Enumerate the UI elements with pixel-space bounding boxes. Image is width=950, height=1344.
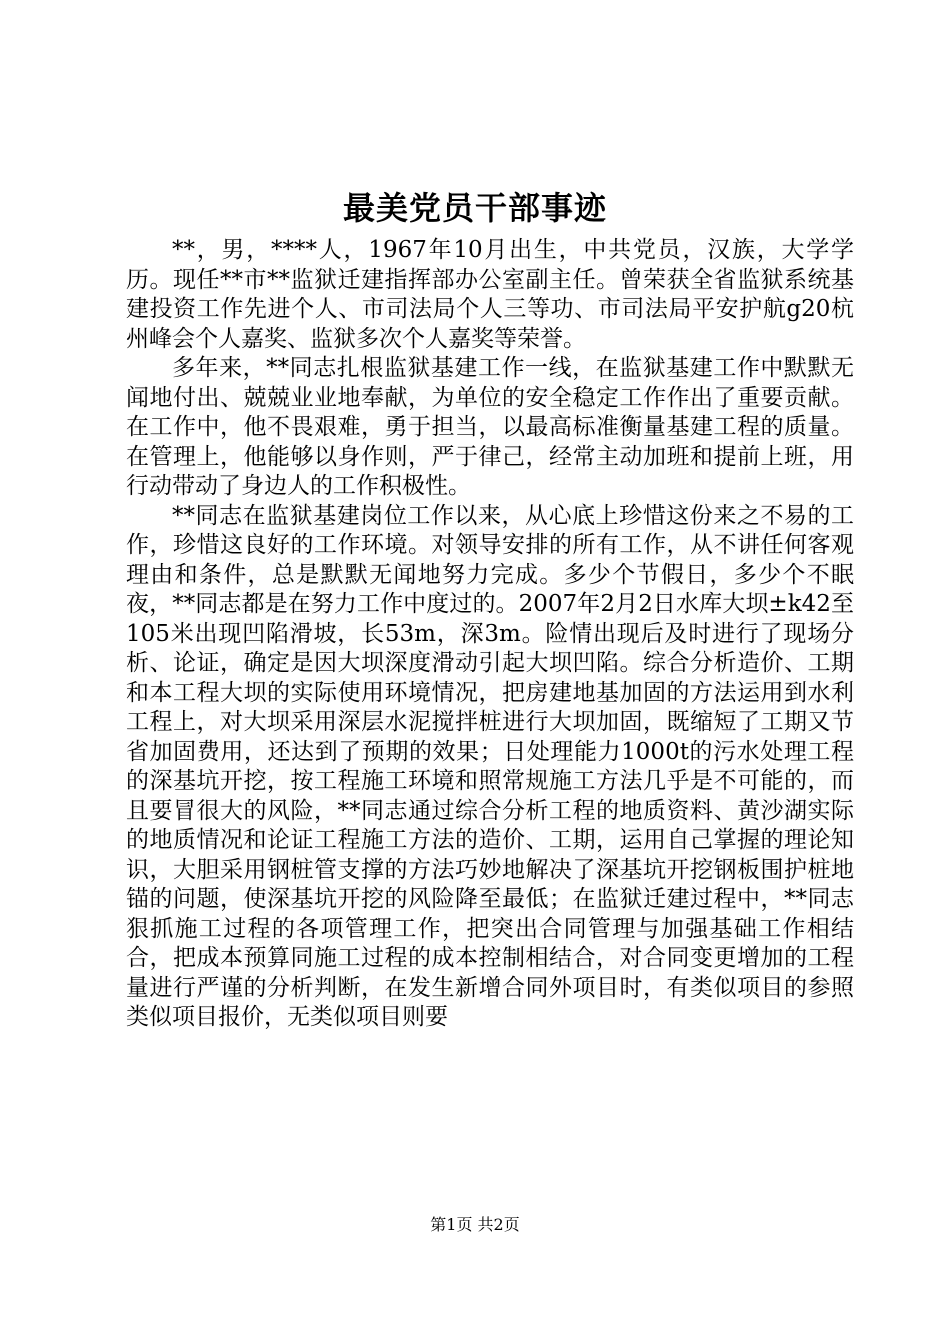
paragraph: **，男，****人，1967年10月出生，中共党员，汉族，大学学历。现任**市**监狱迁建指挥部办公室副主任。曾荣获全省监狱系统基建投资工作先进个人、市司法局个人三等功、市司法局平安护航g20杭州峰会个人嘉奖、监狱多次个人嘉奖等荣誉。 (126, 237, 854, 352)
paragraph: **同志在监狱基建岗位工作以来，从心底上珍惜这份来之不易的工作，珍惜这良好的工作环境。对领导安排的所有工作，从不讲任何客观理由和条件，总是默默无闻地努力完成。多少个节假日，多少个不眠夜，**同志都是在努力工作中度过的。2007年2月2日水库大坝±k42至105米出现凹陷滑坡，长53m，深3m。险情出现后及时进行了现场分析、论证，确定是因大坝深度滑动引起大坝凹陷。综合分析造价、工期和本工程大坝的实际使用环境情况，把房建地基加固的方法运用到水利工程上，对大坝采用深层水泥搅拌桩进行大坝加固，既缩短了工期又节省加固费用，还达到了预期的效果；日处理能力1000t的污水处理工程的深基坑开挖，按工程施工环境和照常规施工方法几乎是不可能的，而且要冒很大的风险，**同志通过综合分析工程的地质资料、黄沙湖实际的地质情况和论证工程施工方法的造价、工期，运用自己掌握的理论知识，大胆采用钢桩管支撑的方法巧妙地解决了深基坑开挖钢板围护桩地锚的问题，使深基坑开挖的风险降至最低；在监狱迁建过程中，**同志狠抓施工过程的各项管理工作，把突出合同管理与加强基础工作相结合，把成本预算同施工过程的成本控制相结合，对合同变更增加的工程量进行严谨的分析判断，在发生新增合同外项目时，有类似项目的参照类似项目报价，无类似项目则要 (126, 502, 854, 1030)
page-number-footer: 第1页 共2页 (430, 1215, 520, 1234)
document-body (126, 236, 854, 1033)
paragraph: 多年来，**同志扎根监狱基建工作一线，在监狱基建工作中默默无闻地付出、兢兢业业地奉献，为单位的安全稳定工作作出了重要贡献。在工作中，他不畏艰难，勇于担当，以最高标准衡量基建工程的质量。在管理上，他能够以身作则，严于律己，经常主动加班和提前上班，用行动带动了身边人的工作积极性。 (126, 355, 854, 499)
document-title: 最美党员干部事迹 (342, 189, 607, 227)
